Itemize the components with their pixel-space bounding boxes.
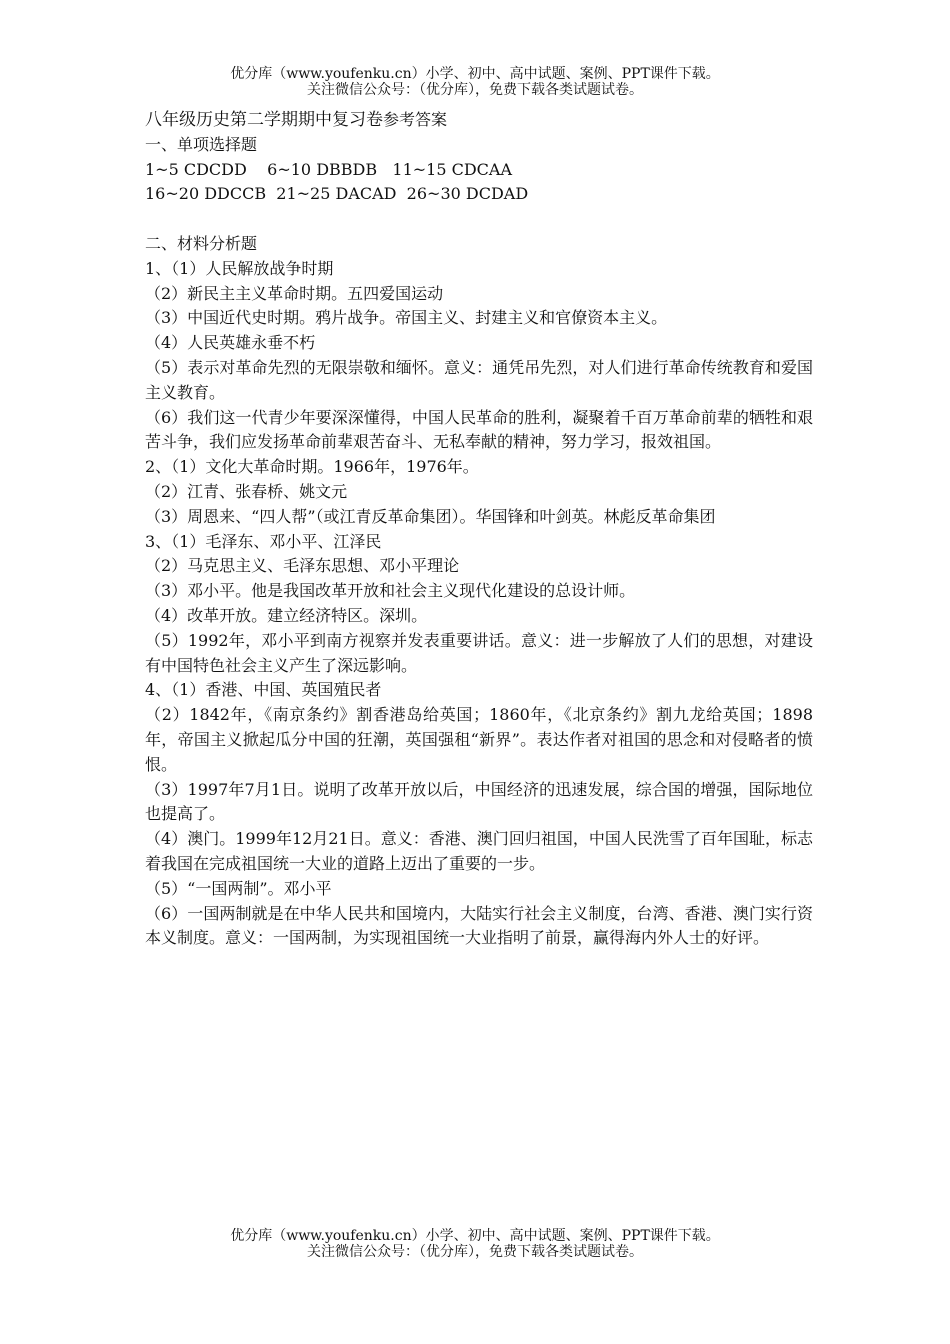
- header-line-1: 优分库（www.youfenku.cn）小学、初中、高中试题、案例、PPT课件下载。: [230, 66, 720, 82]
- answer-line: （4）澳门。1999年12月21日。意义：香港、澳门回归祖国，中国人民洗雪了百年国耻，标志着我国在完成祖国统一大业的道路上迈出了重要的一步。: [145, 829, 813, 873]
- blank-line: [145, 207, 813, 232]
- page-footer: [0, 1228, 950, 1260]
- answer-line: （2）新民主主义革命时期。五四爱国运动: [145, 283, 444, 303]
- answer-line: （3）中国近代史时期。鸦片战争。帝国主义、封建主义和官僚资本主义。: [145, 308, 668, 328]
- answer-line: （3）1997年7月1日。说明了改革开放以后，中国经济的迅速发展，综合国的增强，国际地位也提高了。: [145, 779, 813, 824]
- document-title: [145, 108, 813, 133]
- page-header: [0, 66, 950, 98]
- answer-line: （4）人民英雄永垂不朽: [145, 333, 316, 353]
- header-line-2: 关注微信公众号：（优分库），免费下载各类试题试卷。: [307, 82, 643, 98]
- title-suffix: 参考答案: [383, 110, 448, 129]
- footer-line-2: 关注微信公众号：（优分库），免费下载各类试题试卷。: [307, 1244, 643, 1260]
- answer-row: 1~5 CDCDD 6~10 DBBDB 11~15 CDCAA: [145, 159, 513, 179]
- answer-line: （2）江青、张春桥、姚文元: [145, 481, 348, 501]
- title-main: 八年级历史第二学期期中复习卷: [145, 110, 383, 130]
- answer-line: 4、（1）香港、中国、英国殖民者: [145, 680, 382, 700]
- answer-line: 2、（1）文化大革命时期。1966年，1976年。: [145, 457, 479, 477]
- answer-line: （5）表示对革命先烈的无限崇敬和缅怀。意义：通凭吊先烈，对人们进行革命传统教育和爱国主义教育。: [145, 357, 813, 402]
- answer-line: （2）1842年，《南京条约》割香港岛给英国；1860年，《北京条约》割九龙给英国；1898年，帝国主义掀起瓜分中国的狂潮，英国强租“新界”。表达作者对祖国的思念和对侵略者的愤恨。: [145, 705, 813, 774]
- answer-line: 1、（1）人民解放战争时期: [145, 258, 334, 278]
- document-body: [145, 108, 813, 951]
- section-heading-analysis: 二、材料分析题: [145, 233, 258, 253]
- answer-line: （5）1992年，邓小平到南方视察并发表重要讲话。意义：进一步解放了人们的思想，对建设有中国特色社会主义产生了深远影响。: [145, 630, 813, 675]
- answer-line: 3、（1）毛泽东、邓小平、江泽民: [145, 531, 382, 551]
- answer-line: （5）“一国两制”。邓小平: [145, 878, 332, 898]
- answer-line: （3）周恩来、“四人帮”（或江青反革命集团）。华国锋和叶剑英。林彪反革命集团: [145, 506, 716, 526]
- answer-line: （3）邓小平。他是我国改革开放和社会主义现代化建设的总设计师。: [145, 581, 636, 601]
- answer-line: （4）改革开放。建立经济特区。深圳。: [145, 605, 428, 625]
- answer-line: （6）一国两制就是在中华人民共和国境内，大陆实行社会主义制度，台湾、香港、澳门实行资本义制度。意义：一国两制，为实现祖国统一大业指明了前景，赢得海内外人士的好评。: [145, 903, 813, 948]
- answer-line: （6）我们这一代青少年要深深懂得，中国人民革命的胜利，凝聚着千百万革命前辈的牺牲和艰苦斗争，我们应发扬革命前辈艰苦奋斗、无私奉献的精神，努力学习，报效祖国。: [145, 407, 813, 452]
- answer-line: （2）马克思主义、毛泽东思想、邓小平理论: [145, 556, 460, 576]
- footer-line-1: 优分库（www.youfenku.cn）小学、初中、高中试题、案例、PPT课件下载。: [230, 1228, 720, 1244]
- answer-row: 16~20 DDCCB 21~25 DACAD 26~30 DCDAD: [145, 184, 529, 204]
- section-heading-choice: 一、单项选择题: [145, 134, 258, 154]
